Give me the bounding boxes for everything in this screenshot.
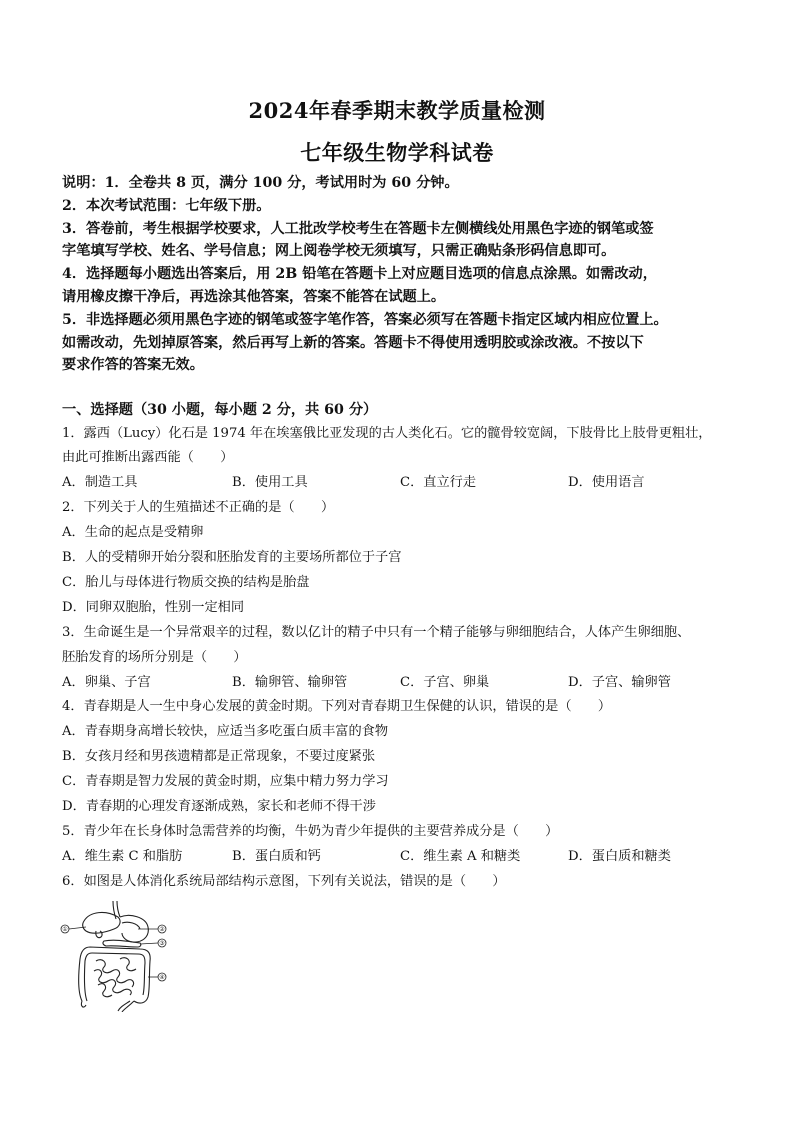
question-5-stem: 5．青少年在长身体时急需营养的均衡，牛奶为青少年提供的主要营养成分是（ ） [62, 824, 559, 839]
option-c: C．胎儿与母体进行物质交换的结构是胎盘 [62, 575, 310, 590]
exam-title: 2024年春季期末教学质量检测 [248, 98, 546, 123]
question-4-stem: 4．青春期是人一生中身心发展的黄金时期。下列对青春期卫生保健的认识，错误的是（ ） [62, 699, 612, 714]
option-d: D．同卵双胞胎，性别一定相同 [62, 600, 245, 615]
diagram-label-3: ③ [159, 940, 165, 948]
option-a: A．生命的起点是受精卵 [62, 525, 204, 540]
option-d: D．蛋白质和糖类 [568, 849, 671, 864]
question-1-stem-line: 1．露西（Lucy）化石是 1974 年在埃塞俄比亚发现的古人类化石。它的髋骨较宽阔，下肢骨比上肢骨更粗壮， [62, 426, 712, 441]
instruction-line: 3．答卷前，考生根据学校要求，人工批改学校考生在答题卡左侧横线处用黑色字迹的钢笔或签 [62, 220, 654, 237]
diagram-label-1: ① [62, 926, 68, 934]
instruction-line: 如需改动，先划掉原答案，然后再写上新的答案。答题卡不得使用透明胶或涂改液。不按以下 [62, 334, 644, 351]
option-a: A．维生素 C 和脂肪 [62, 849, 183, 864]
option-d: D．青春期的心理发育逐渐成熟，家长和老师不得干涉 [62, 799, 376, 814]
instruction-line: 4．选择题每小题选出答案后，用 2B 铅笔在答题卡上对应题目选项的信息点涂黑。如需改动， [62, 266, 657, 283]
option-b: B．女孩月经和男孩遗精都是正常现象，不要过度紧张 [62, 749, 376, 764]
instruction-line: 字笔填写学校、姓名、学号信息；网上阅卷学校无须填写，只需正确贴条形码信息即可。 [62, 243, 616, 260]
instruction-line: 要求作答的答案无效。 [62, 357, 204, 374]
option-a: A．制造工具 [62, 475, 138, 490]
instruction-line: 说明：1．全卷共 8 页，满分 100 分，考试用时为 60 分钟。 [62, 175, 459, 191]
option-b: B．蛋白质和钙 [232, 849, 321, 864]
exam-subtitle: 七年级生物学科试卷 [300, 140, 494, 165]
option-d: D．子宫、输卵管 [568, 675, 671, 690]
option-a: A．青春期身高增长较快，应适当多吃蛋白质丰富的食物 [62, 724, 389, 739]
option-b: B．输卵管、输卵管 [232, 675, 348, 690]
option-b: B．人的受精卵开始分裂和胚胎发育的主要场所都位于子宫 [62, 550, 402, 565]
option-c: C．维生素 A 和糖类 [400, 849, 521, 864]
option-c: C．子宫、卵巢 [400, 675, 490, 690]
digestive-system-diagram [60, 897, 170, 1012]
question-2-stem: 2．下列关于人的生殖描述不正确的是（ ） [62, 500, 335, 515]
question-1-stem-line: 由此可推断出露西能（ ） [62, 450, 234, 465]
question-3-stem-line: 3．生命诞生是一个异常艰辛的过程，数以亿计的精子中只有一个精子能够与卵细胞结合，人体产生卵细胞、 [62, 625, 691, 640]
instruction-line: 5．非选择题必须用黑色字迹的钢笔或签字笔作答，答案必须写在答题卡指定区域内相应位置上。 [62, 311, 668, 328]
option-b: B．使用工具 [232, 475, 308, 490]
option-d: D．使用语言 [568, 475, 645, 490]
instructions [62, 172, 742, 377]
option-a: A．卵巢、子宫 [62, 675, 151, 690]
section-heading: 一、选择题（30 小题，每小题 2 分，共 60 分） [62, 402, 378, 418]
instruction-line: 2．本次考试范围：七年级下册。 [62, 197, 271, 214]
question-6-stem: 6．如图是人体消化系统局部结构示意图，下列有关说法，错误的是（ ） [62, 874, 506, 889]
instruction-line: 请用橡皮擦干净后，再选涂其他答案，答案不能答在试题上。 [62, 288, 446, 305]
question-3-stem-line: 胚胎发育的场所分别是（ ） [62, 650, 247, 665]
diagram-label-4: ④ [159, 974, 165, 982]
diagram-label-2: ② [159, 926, 165, 934]
option-c: C．青春期是智力发展的黄金时期，应集中精力努力学习 [62, 774, 389, 789]
option-c: C．直立行走 [400, 475, 477, 490]
